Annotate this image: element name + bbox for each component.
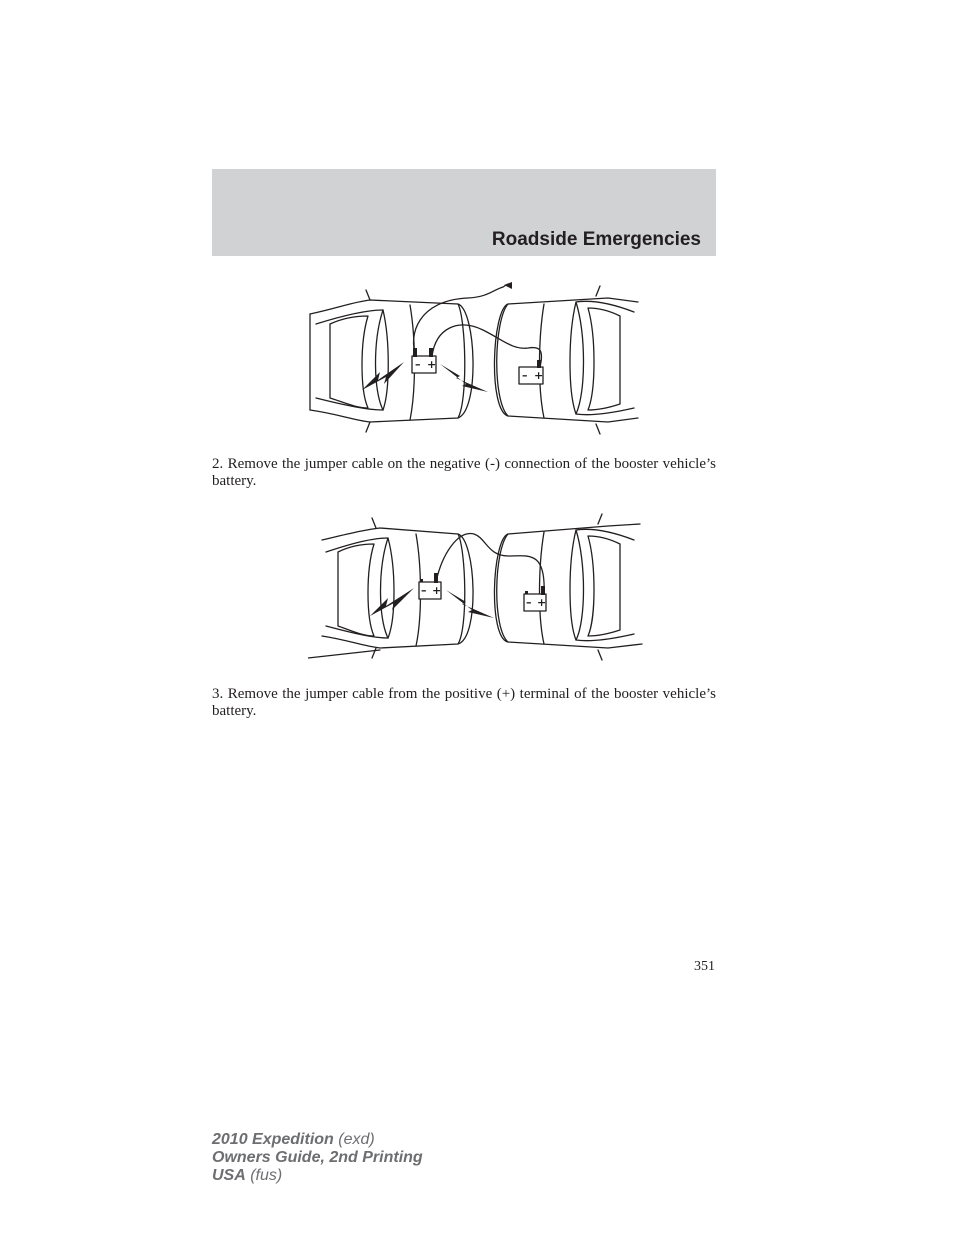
footer	[212, 1131, 423, 1185]
footer-line-1	[212, 1131, 423, 1149]
battery-plus-label: +	[427, 358, 437, 371]
footer-line-2	[212, 1149, 423, 1167]
jumper-cable-diagram-1	[308, 280, 640, 440]
jumper-cable-diagram-2	[308, 510, 644, 665]
footer-guide: Owners Guide, 2nd Printing	[212, 1149, 423, 1166]
footer-model-code: (exd)	[333, 1131, 375, 1148]
battery-plus-label: +	[432, 584, 442, 597]
step-2-text: 2. Remove the jumper cable on the negative (-) connection of the booster vehicle’s battery.	[212, 456, 716, 489]
footer-model: 2010 Expedition	[212, 1131, 334, 1148]
battery-minus-label: –	[522, 369, 528, 382]
battery-plus-label: +	[534, 369, 544, 382]
footer-market-code: (fus)	[245, 1167, 283, 1184]
page-number: 351	[694, 959, 715, 974]
battery-minus-label: –	[421, 584, 427, 597]
battery-plus-label: +	[537, 596, 547, 609]
footer-market: USA	[212, 1167, 246, 1184]
section-title: Roadside Emergencies	[491, 229, 701, 250]
battery-minus-label: –	[415, 358, 421, 371]
header-band	[212, 169, 716, 256]
step-3-text: 3. Remove the jumper cable from the positive (+) terminal of the booster vehicle’s battery.	[212, 686, 716, 719]
footer-line-3	[212, 1167, 423, 1185]
battery-minus-label: –	[526, 596, 532, 609]
